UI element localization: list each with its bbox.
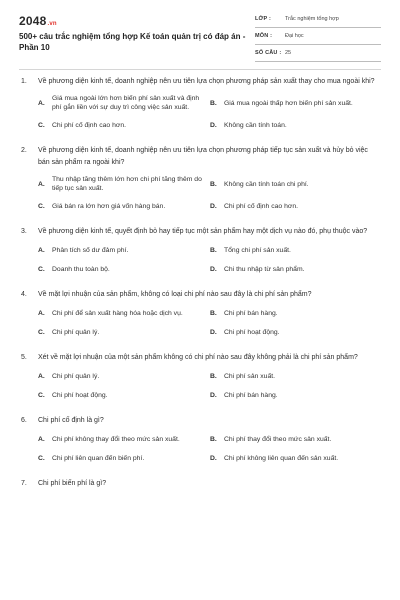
question-list (0, 76, 400, 490)
option-text: Chi phí quản lý. (52, 328, 100, 336)
header-divider (19, 69, 381, 70)
question-number: 5. (21, 354, 27, 361)
option-letter: B. (210, 99, 217, 107)
question-number: 2. (21, 147, 27, 154)
option-text: Chi phí quản lý. (52, 372, 100, 380)
question-number: 1. (21, 78, 27, 85)
question-item (0, 226, 400, 282)
logo-text: 2048 (19, 14, 47, 28)
question-item (0, 478, 400, 490)
answer-option[interactable] (38, 200, 210, 212)
answer-option[interactable] (210, 452, 382, 464)
option-letter: A. (38, 435, 45, 443)
answer-option[interactable] (38, 326, 210, 338)
question-stem (0, 76, 400, 88)
question-item (0, 352, 400, 408)
option-letter: D. (210, 202, 217, 210)
answer-options (0, 175, 400, 219)
question-text: Xét về mặt lợi nhuận của một sản phẩm không có chi phí nào sau đây không phải là chi phí sản phẩm? (38, 354, 358, 361)
meta-row-subject (255, 30, 381, 45)
option-letter: B. (210, 246, 217, 254)
answer-option[interactable] (210, 433, 382, 445)
answer-option[interactable] (210, 200, 382, 212)
option-letter: D. (210, 391, 217, 399)
meta-value: Trắc nghiệm tổng hợp (285, 16, 339, 22)
answer-option[interactable] (210, 119, 382, 131)
answer-option[interactable] (38, 94, 210, 112)
question-number: 3. (21, 228, 27, 235)
site-logo[interactable] (19, 14, 57, 28)
answer-option[interactable] (38, 433, 210, 445)
question-stem (0, 226, 400, 238)
page-title: 500+ câu trắc nghiệm tổng hợp Kế toán quản trị có đáp án - Phần 10 (19, 32, 246, 52)
question-stem (0, 478, 400, 490)
option-text: Chi phí bán hàng. (224, 309, 278, 317)
option-text: Chi phí không liên quan đến sản xuất. (224, 454, 339, 462)
question-text: Về phương diện kinh tế, quyết định bỏ hay tiếp tục một sản phẩm hay một dịch vụ nào đó, phụ thuộc vào? (38, 228, 368, 235)
option-text: Chi phí hoạt động. (224, 328, 280, 336)
question-text: Chi phí biến phí là gì? (38, 480, 107, 487)
question-stem (0, 145, 400, 169)
answer-option[interactable] (210, 94, 382, 112)
answer-option[interactable] (210, 389, 382, 401)
meta-label: SỐ CÂU : (255, 50, 282, 56)
option-letter: D. (210, 265, 217, 273)
option-letter: A. (38, 309, 45, 317)
option-text: Không cần tính toán. (224, 121, 287, 129)
option-text: Phân tích số dư đảm phí. (52, 246, 129, 254)
document-header (0, 0, 400, 66)
option-text: Không cần tính toán chi phí. (224, 180, 309, 188)
answer-option[interactable] (38, 175, 210, 193)
option-letter: A. (38, 180, 45, 188)
answer-option[interactable] (38, 244, 210, 256)
option-letter: B. (210, 435, 217, 443)
meta-value: Đại học (285, 33, 304, 39)
answer-option[interactable] (210, 175, 382, 193)
question-stem (0, 289, 400, 301)
question-item (0, 289, 400, 345)
option-text: Chi phí sản xuất. (224, 372, 276, 380)
option-letter: A. (38, 99, 45, 107)
question-number: 4. (21, 291, 27, 298)
answer-option[interactable] (38, 119, 210, 131)
answer-option[interactable] (38, 307, 210, 319)
answer-options (0, 244, 400, 282)
answer-option[interactable] (210, 326, 382, 338)
option-text: Giá bán ra lớn hơn giá vốn hàng bán. (52, 202, 166, 210)
option-letter: D. (210, 328, 217, 336)
option-text: Chi phí thay đổi theo mức sản xuất. (224, 435, 332, 443)
option-letter: D. (210, 121, 217, 129)
answer-options (0, 433, 400, 471)
question-stem (0, 352, 400, 364)
option-text: Tổng chi phí sản xuất. (224, 246, 291, 254)
option-text: Chi phí cố định cao hơn. (224, 202, 298, 210)
question-stem (0, 415, 400, 427)
question-item (0, 76, 400, 138)
answer-option[interactable] (38, 389, 210, 401)
answer-option[interactable] (210, 263, 382, 275)
option-letter: C. (38, 265, 45, 273)
option-letter: C. (38, 454, 45, 462)
logo-suffix: .vn (47, 21, 57, 27)
option-letter: A. (38, 372, 45, 380)
question-item (0, 415, 400, 471)
option-letter: B. (210, 180, 217, 188)
meta-label: LỚP : (255, 16, 271, 22)
meta-info (255, 13, 381, 62)
meta-row-count (255, 47, 381, 62)
question-number: 6. (21, 417, 27, 424)
question-item (0, 145, 400, 219)
option-letter: B. (210, 372, 217, 380)
answer-option[interactable] (38, 370, 210, 382)
option-text: Giá mua ngoài thấp hơn biến phí sản xuất. (224, 99, 353, 107)
option-text: Doanh thu toàn bộ. (52, 265, 110, 273)
option-letter: B. (210, 309, 217, 317)
answer-option[interactable] (210, 307, 382, 319)
option-letter: C. (38, 391, 45, 399)
question-text: Về phương diện kinh tế, doanh nghiệp nên ưu tiên lựa chọn phương pháp tiếp tục sản xuất và hủy bỏ việc bán sản phẩm ra ngoài khi? (38, 147, 368, 166)
answer-options (0, 307, 400, 345)
meta-row-class (255, 13, 381, 28)
answer-option[interactable] (38, 452, 210, 464)
option-text: Thu nhập tăng thêm lớn hơn chi phí tăng thêm do tiếp tục sản xuất. (52, 176, 202, 192)
option-letter: A. (38, 246, 45, 254)
option-text: Chi phí không thay đổi theo mức sản xuất. (52, 435, 180, 443)
option-letter: C. (38, 328, 45, 336)
option-text: Chi phí liên quan đến biến phí. (52, 454, 145, 462)
option-text: Chi phí để sản xuất hàng hóa hoặc dịch vụ. (52, 309, 183, 317)
option-text: Giá mua ngoài lớn hơn biến phí sản xuất và định phí gắn liền với sự duy trì công việc sản xuất. (52, 95, 200, 111)
option-text: Chi phí cố định cao hơn. (52, 121, 126, 129)
option-letter: C. (38, 121, 45, 129)
option-text: Chi thu nhập từ sản phẩm. (224, 265, 305, 273)
meta-value: 25 (285, 50, 292, 56)
answer-option[interactable] (210, 370, 382, 382)
option-letter: C. (38, 202, 45, 210)
meta-label: MÔN : (255, 33, 273, 39)
answer-option[interactable] (210, 244, 382, 256)
question-text: Chi phí cố định là gì? (38, 417, 104, 424)
question-number: 7. (21, 480, 27, 487)
question-text: Về mặt lợi nhuận của sản phẩm, không có loại chi phí nào sau đây là chi phí sản phẩm? (38, 291, 312, 298)
option-text: Chi phí bán hàng. (224, 391, 278, 399)
answer-options (0, 370, 400, 408)
option-letter: D. (210, 454, 217, 462)
question-text: Về phương diện kinh tế, doanh nghiệp nên ưu tiên lựa chọn phương pháp sản xuất thay cho mua ngoài khi? (38, 78, 375, 85)
option-text: Chi phí hoạt động. (52, 391, 108, 399)
answer-options (0, 94, 400, 138)
answer-option[interactable] (38, 263, 210, 275)
